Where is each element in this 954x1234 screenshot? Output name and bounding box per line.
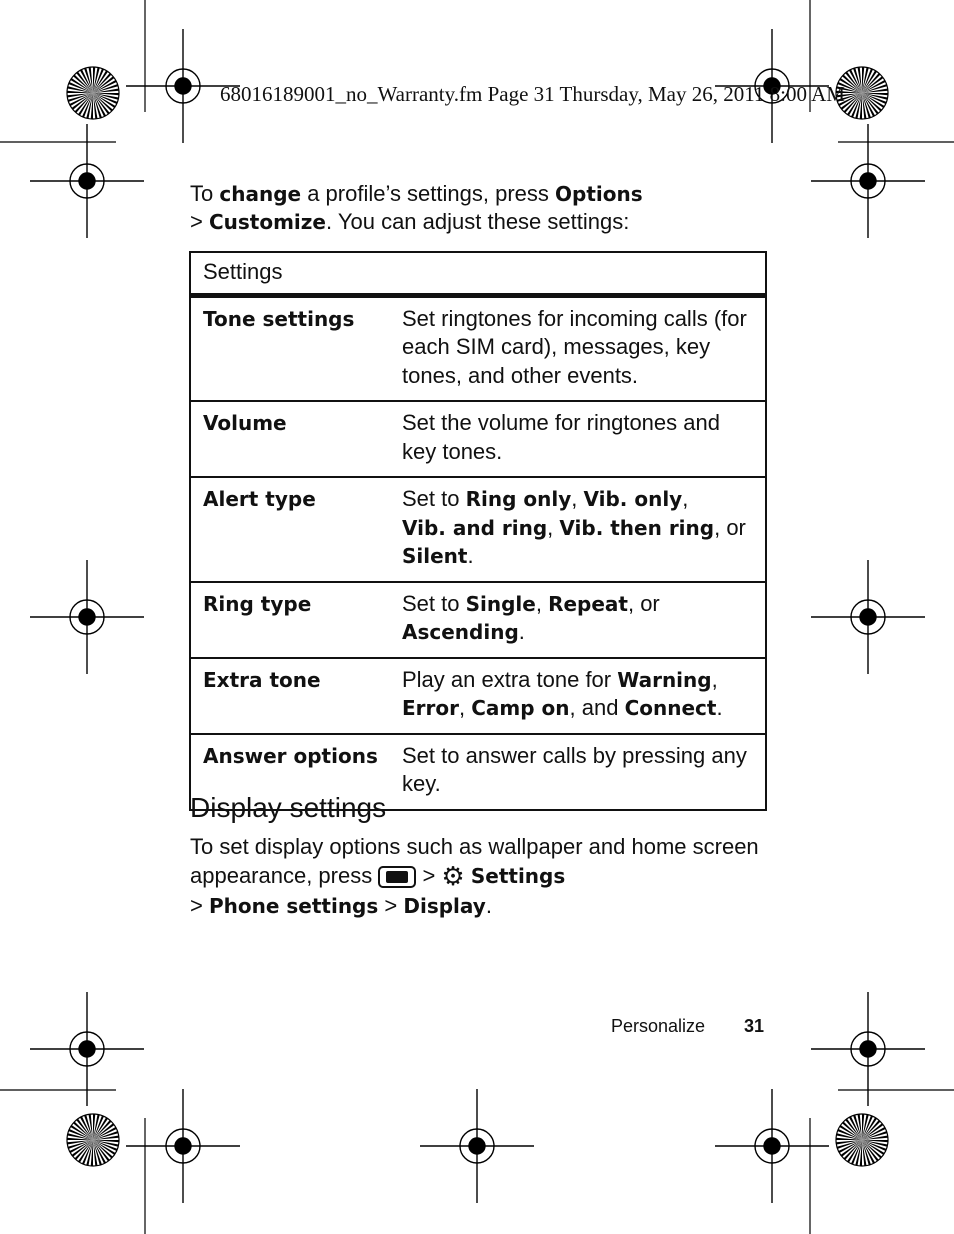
setting-description: Set to answer calls by pressing any key. bbox=[390, 734, 766, 810]
table-row bbox=[190, 401, 766, 477]
crosshair-mark bbox=[811, 560, 925, 674]
settings-keyword: Settings bbox=[470, 864, 566, 888]
setting-description: Set to Single, Repeat, or Ascending. bbox=[390, 582, 766, 658]
phone-settings-keyword: Phone settings bbox=[208, 894, 379, 918]
crosshair-mark bbox=[420, 1089, 534, 1203]
table-row bbox=[190, 295, 766, 401]
starburst-mark bbox=[836, 1114, 888, 1166]
display-paragraph: To set display options such as wallpaper and home screen appearance, press > ⚙ Settings > Phone settings > Display. bbox=[190, 834, 759, 918]
starburst-mark bbox=[67, 1114, 119, 1166]
print-header: 68016189001_no_Warranty.fm Page 31 Thursday, May 26, 2011 8:00 AM bbox=[220, 82, 845, 106]
setting-description: Set ringtones for incoming calls (for each SIM card), messages, key tones, and other events. bbox=[390, 295, 766, 401]
crosshair-mark bbox=[30, 992, 144, 1106]
gear-icon: ⚙ bbox=[441, 861, 465, 891]
footer-section: Personalize bbox=[611, 1016, 706, 1036]
section-heading: Display settings bbox=[190, 792, 387, 823]
crosshair-mark bbox=[30, 560, 144, 674]
setting-name: Ring type bbox=[190, 582, 390, 658]
crosshair-mark bbox=[811, 124, 925, 238]
page-footer bbox=[611, 1016, 765, 1037]
page-number: 31 bbox=[744, 1016, 765, 1036]
menu-key-icon bbox=[378, 866, 416, 888]
setting-name: Alert type bbox=[190, 477, 390, 582]
setting-description: Play an extra tone for Warning, Error, Camp on, and Connect. bbox=[390, 658, 766, 734]
table-row bbox=[190, 582, 766, 658]
setting-name: Extra tone bbox=[190, 658, 390, 734]
table-row bbox=[190, 658, 766, 734]
table-row bbox=[190, 477, 766, 582]
change-keyword: change bbox=[219, 182, 302, 206]
crosshair-mark bbox=[30, 124, 144, 238]
crosshair-mark bbox=[126, 1089, 240, 1203]
setting-name: Volume bbox=[190, 401, 390, 477]
options-keyword: Options bbox=[555, 182, 643, 206]
table-header-row bbox=[190, 252, 766, 295]
settings-table bbox=[189, 251, 767, 811]
setting-name: Tone settings bbox=[190, 295, 390, 401]
setting-name: Answer options bbox=[190, 734, 390, 810]
intro-paragraph: To change a profile’s settings, press Options > Customize. You can adjust these settings: bbox=[190, 181, 643, 234]
display-keyword: Display bbox=[403, 894, 486, 918]
table-header: Settings bbox=[190, 252, 766, 295]
setting-description: Set the volume for ringtones and key tones. bbox=[390, 401, 766, 477]
customize-keyword: Customize bbox=[208, 210, 326, 234]
starburst-mark bbox=[67, 67, 119, 119]
setting-description: Set to Ring only, Vib. only, Vib. and ring, Vib. then ring, or Silent. bbox=[390, 477, 766, 582]
crosshair-mark bbox=[715, 1089, 829, 1203]
crosshair-mark bbox=[811, 992, 925, 1106]
